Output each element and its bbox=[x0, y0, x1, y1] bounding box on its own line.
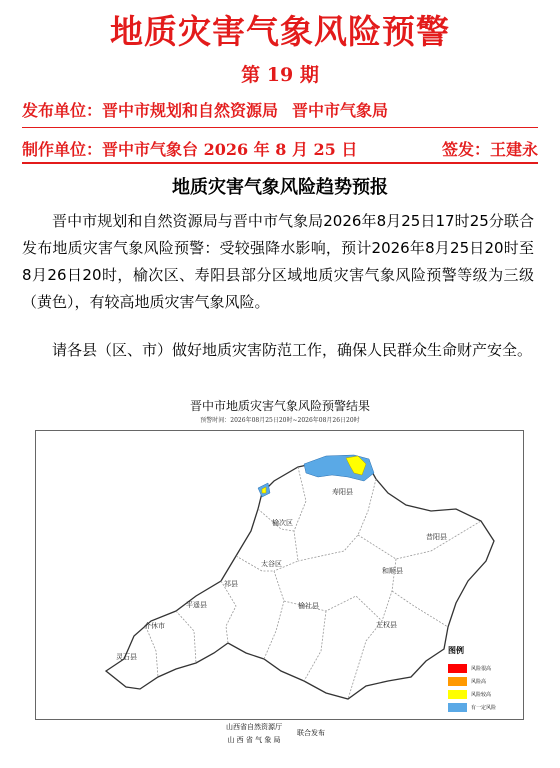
legend-swatch-elevated bbox=[448, 690, 467, 699]
divider-thin bbox=[22, 127, 538, 128]
legend-swatch-very-high bbox=[448, 664, 467, 673]
footer-org-2: 山 西 省 气 象 局 bbox=[227, 736, 281, 744]
legend-item bbox=[448, 688, 520, 701]
publisher-name-1: 晋中市规划和自然资源局 bbox=[102, 101, 279, 120]
divider-thick bbox=[22, 162, 538, 164]
map-subtitle: 预警时间：2026年08月25日20时~2026年08月26日20时 bbox=[200, 417, 360, 424]
label-pingyao: 平遥县 bbox=[186, 601, 207, 609]
legend-label: 风险高 bbox=[471, 679, 487, 685]
legend-label: 有一定风险 bbox=[471, 705, 497, 711]
legend-swatch-high bbox=[448, 677, 467, 686]
legend-label: 风险很高 bbox=[471, 666, 492, 672]
legend-item bbox=[448, 662, 520, 675]
signer: 签发：王建永 bbox=[441, 140, 538, 159]
publisher-line bbox=[22, 98, 388, 121]
publisher-label: 发布单位： bbox=[22, 101, 103, 120]
publisher-name-2: 晋中市气象局 bbox=[292, 101, 389, 120]
label-taigu: 太谷区 bbox=[261, 560, 282, 568]
issue-number: 第 19 期 bbox=[241, 64, 319, 86]
producer-line: 制作单位：晋中市气象台 2026 年 8 月 25 日 bbox=[22, 140, 358, 159]
document-title: 地质灾害气象风险预警 bbox=[110, 12, 450, 51]
legend-item bbox=[448, 701, 520, 714]
map-title: 晋中市地质灾害气象风险预警结果 bbox=[189, 399, 370, 413]
city-boundary bbox=[106, 459, 494, 699]
section-title: 地质灾害气象风险趋势预报 bbox=[172, 177, 388, 198]
label-heshun: 和顺县 bbox=[382, 567, 403, 575]
advice-paragraph: 请各县（区、市）做好地质灾害防范工作，确保人民群众生命财产安全。 bbox=[52, 341, 533, 359]
label-lingshi: 灵石县 bbox=[116, 653, 137, 661]
label-shouyang: 寿阳县 bbox=[332, 488, 353, 496]
footer-org-1: 山西省自然资源厅 bbox=[226, 723, 282, 731]
map-legend bbox=[448, 645, 520, 714]
legend-swatch-some bbox=[448, 703, 467, 712]
legend-label: 风险较高 bbox=[471, 692, 492, 698]
label-qixian: 祁县 bbox=[224, 580, 238, 588]
label-zuoquan: 左权县 bbox=[376, 621, 397, 629]
footer-joint-release: 联合发布 bbox=[297, 729, 325, 737]
forecast-paragraph: 晋中市规划和自然资源局与晋中市气象局2026年8月25日17时25分联合发布地质灾害气象风险预警：受较强降水影响，预计2026年8月25日20时至8月26日20时，榆次区、寿阳县部分区域地质灾害气象风险预警等级为三级（黄色），有较高地质灾害气象风险。 bbox=[22, 212, 534, 311]
label-jiexiu: 介休市 bbox=[144, 622, 165, 630]
label-yushe: 榆社县 bbox=[298, 602, 319, 610]
legend-item bbox=[448, 675, 520, 688]
label-xiyang: 昔阳县 bbox=[426, 533, 447, 541]
legend-title: 图例 bbox=[448, 646, 464, 655]
label-yuci: 榆次区 bbox=[272, 519, 293, 527]
